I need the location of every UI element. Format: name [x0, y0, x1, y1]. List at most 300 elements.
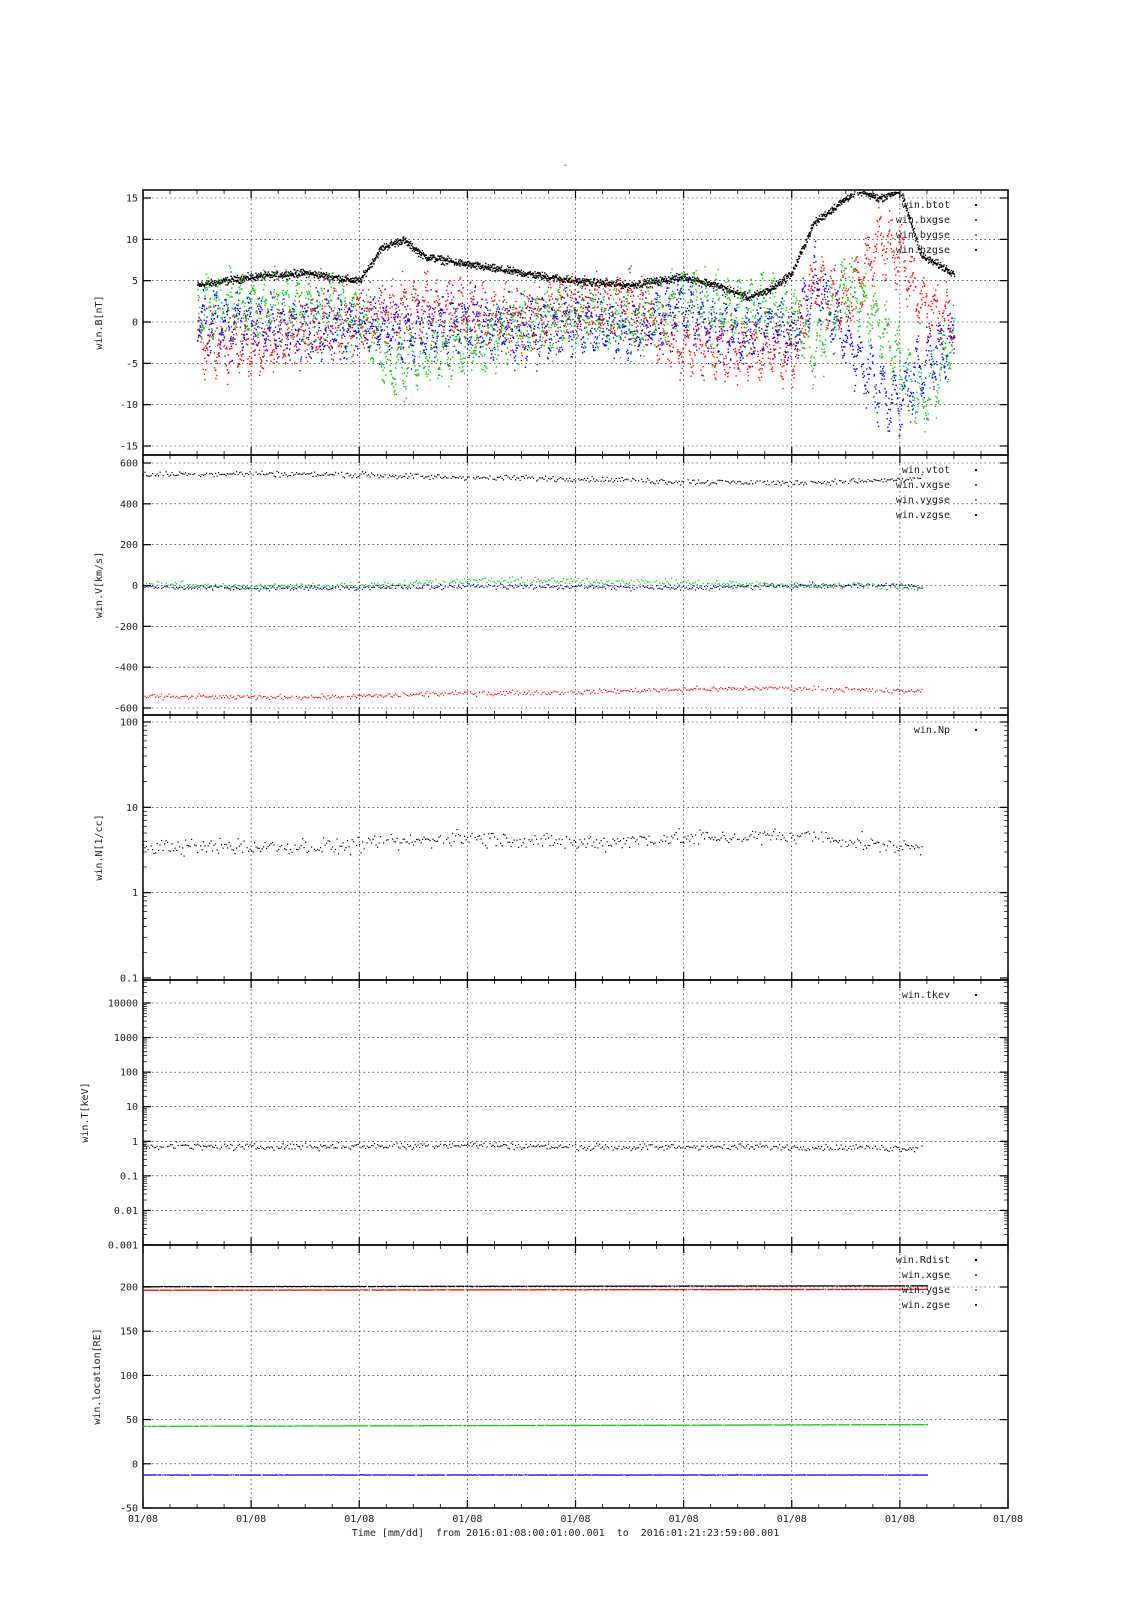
data-point: [256, 332, 257, 333]
data-point: [773, 345, 774, 346]
data-point: [559, 287, 560, 288]
data-point: [327, 279, 328, 280]
data-point: [257, 335, 258, 336]
data-point: [665, 341, 666, 342]
y-tick-label: 0: [131, 317, 138, 329]
data-point: [572, 282, 573, 283]
data-point: [352, 335, 353, 336]
data-point: [276, 345, 277, 346]
data-point: [834, 270, 835, 271]
data-point: [882, 274, 883, 275]
data-point: [637, 325, 638, 326]
data-point: [249, 297, 250, 298]
data-point: [313, 272, 314, 273]
data-point: [709, 281, 710, 282]
data-point: [941, 267, 942, 268]
data-point: [529, 321, 530, 322]
data-point: [320, 304, 321, 305]
data-point: [305, 298, 306, 299]
data-point: [353, 297, 354, 298]
data-point: [596, 285, 597, 286]
data-point: [400, 298, 401, 299]
data-point: [333, 278, 334, 279]
data-point: [613, 328, 614, 329]
data-point: [493, 304, 494, 305]
data-point: [396, 239, 397, 240]
data-point: [396, 335, 397, 336]
data-point: [707, 347, 708, 348]
data-point: [620, 283, 621, 284]
data-point: [944, 318, 945, 319]
data-point: [344, 309, 345, 310]
data-point: [565, 323, 566, 324]
data-point: [450, 312, 451, 313]
data-point: [223, 346, 224, 347]
data-point: [434, 302, 435, 303]
data-point: [834, 204, 835, 205]
data-point: [303, 334, 304, 335]
data-point: [561, 298, 562, 299]
data-point: [768, 352, 769, 353]
data-point: [773, 358, 774, 359]
data-point: [459, 304, 460, 305]
data-point: [620, 304, 621, 305]
data-point: [238, 287, 239, 288]
data-point: [256, 303, 257, 304]
data-point: [227, 284, 228, 285]
data-point: [233, 283, 234, 284]
y-tick-label: -5: [125, 358, 138, 370]
data-point: [291, 322, 292, 323]
data-point: [906, 299, 907, 300]
data-point: [434, 311, 435, 312]
data-point: [342, 276, 343, 277]
data-point: [378, 254, 379, 255]
data-point: [448, 282, 449, 283]
data-point: [212, 330, 213, 331]
data-point: [260, 357, 261, 358]
data-point: [501, 331, 502, 332]
data-point: [254, 290, 255, 291]
data-point: [287, 283, 288, 284]
data-point: [442, 262, 443, 263]
data-point: [821, 256, 822, 257]
data-point: [620, 278, 621, 279]
data-point: [859, 286, 860, 287]
data-point: [269, 325, 270, 326]
data-point: [274, 339, 275, 340]
data-point: [492, 313, 493, 314]
data-point: [504, 272, 505, 273]
data-point: [204, 286, 205, 287]
data-point: [545, 340, 546, 341]
data-point: [366, 311, 367, 312]
data-point: [329, 347, 330, 348]
data-point: [807, 305, 808, 306]
data-point: [696, 346, 697, 347]
data-point: [238, 318, 239, 319]
data-point: [236, 323, 237, 324]
data-point: [334, 315, 335, 316]
data-point: [341, 346, 342, 347]
data-point: [301, 275, 302, 276]
data-point: [914, 258, 915, 259]
data-point: [339, 345, 340, 346]
data-point: [567, 323, 568, 324]
data-point: [469, 306, 470, 307]
data-point: [253, 285, 254, 286]
data-point: [925, 296, 926, 297]
data-point: [672, 275, 673, 276]
data-point: [779, 283, 780, 284]
data-point: [711, 351, 712, 352]
data-point: [721, 331, 722, 332]
data-point: [443, 322, 444, 323]
data-point: [863, 278, 864, 279]
data-point: [490, 265, 491, 266]
data-point: [264, 274, 265, 275]
data-point: [271, 320, 272, 321]
data-point: [224, 336, 225, 337]
data-point: [226, 327, 227, 328]
data-point: [874, 273, 875, 274]
data-point: [771, 289, 772, 290]
data-point: [257, 337, 258, 338]
data-point: [201, 336, 202, 337]
data-point: [317, 273, 318, 274]
data-point: [732, 290, 733, 291]
data-point: [263, 368, 264, 369]
data-point: [836, 302, 837, 303]
data-point: [645, 280, 646, 281]
data-point: [447, 255, 448, 256]
data-point: [365, 272, 366, 273]
data-point: [273, 292, 274, 293]
data-point: [807, 296, 808, 297]
data-point: [297, 335, 298, 336]
data-point: [270, 345, 271, 346]
data-point: [330, 349, 331, 350]
data-point: [226, 347, 227, 348]
data-point: [247, 344, 248, 345]
data-point: [314, 317, 315, 318]
data-point: [752, 321, 753, 322]
data-point: [443, 260, 444, 261]
data-point: [815, 221, 816, 222]
data-point: [725, 356, 726, 357]
data-point: [326, 313, 327, 314]
data-point: [749, 300, 750, 301]
data-point: [724, 364, 725, 365]
data-point: [250, 275, 251, 276]
data-point: [770, 291, 771, 292]
data-point: [349, 335, 350, 336]
data-point: [204, 374, 205, 375]
data-point: [304, 350, 305, 351]
data-point: [891, 248, 892, 249]
data-point: [281, 276, 282, 277]
data-point: [203, 342, 204, 343]
data-point: [528, 301, 529, 302]
data-point: [539, 286, 540, 287]
data-point: [436, 290, 437, 291]
data-point: [798, 261, 799, 262]
data-point: [373, 326, 374, 327]
data-point: [640, 294, 641, 295]
data-point: [204, 306, 205, 307]
data-point: [849, 198, 850, 199]
data-point: [866, 194, 867, 195]
data-point: [519, 312, 520, 313]
data-point: [360, 333, 361, 334]
data-point: [757, 351, 758, 352]
data-point: [209, 324, 210, 325]
data-point: [550, 304, 551, 305]
data-point: [881, 198, 882, 199]
data-point: [238, 277, 239, 278]
data-point: [682, 368, 683, 369]
data-point: [383, 250, 384, 251]
data-point: [351, 356, 352, 357]
data-point: [292, 338, 293, 339]
data-point: [248, 375, 249, 376]
data-point: [206, 361, 207, 362]
data-point: [372, 357, 373, 358]
data-point: [556, 274, 557, 275]
data-point: [453, 335, 454, 336]
data-point: [913, 272, 914, 273]
data-point: [521, 270, 522, 271]
data-point: [878, 231, 879, 232]
data-point: [884, 280, 885, 281]
data-point: [233, 314, 234, 315]
data-point: [408, 330, 409, 331]
data-point: [261, 303, 262, 304]
data-point: [689, 334, 690, 335]
data-point: [847, 320, 848, 321]
data-point: [903, 242, 904, 243]
data-point: [577, 334, 578, 335]
data-point: [469, 320, 470, 321]
data-point: [582, 278, 583, 279]
data-point: [263, 270, 264, 271]
data-point: [390, 308, 391, 309]
data-point: [227, 277, 228, 278]
data-point: [406, 309, 407, 310]
data-point: [223, 311, 224, 312]
data-point: [437, 279, 438, 280]
data-point: [895, 274, 896, 275]
data-point: [213, 336, 214, 337]
data-point: [798, 303, 799, 304]
data-point: [292, 325, 293, 326]
data-point: [870, 263, 871, 264]
data-point: [233, 334, 234, 335]
data-point: [300, 305, 301, 306]
data-point: [285, 355, 286, 356]
data-point: [700, 280, 701, 281]
data-point: [588, 316, 589, 317]
data-point: [361, 281, 362, 282]
data-point: [391, 317, 392, 318]
data-point: [430, 256, 431, 257]
data-point: [273, 371, 274, 372]
data-point: [261, 360, 262, 361]
data-point: [667, 359, 668, 360]
data-point: [237, 366, 238, 367]
data-point: [304, 321, 305, 322]
data-point: [914, 278, 915, 279]
data-point: [737, 364, 738, 365]
data-point: [270, 327, 271, 328]
data-point: [247, 276, 248, 277]
data-point: [738, 368, 739, 369]
data-point: [355, 294, 356, 295]
data-point: [921, 290, 922, 291]
data-point: [303, 318, 304, 319]
data-point: [333, 288, 334, 289]
data-point: [370, 345, 371, 346]
data-point: [320, 273, 321, 274]
data-point: [735, 348, 736, 349]
data-point: [832, 282, 833, 283]
data-point: [784, 280, 785, 281]
data-point: [260, 272, 261, 273]
data-point: [795, 264, 796, 265]
data-point: [695, 326, 696, 327]
data-point: [716, 284, 717, 285]
data-point: [249, 361, 250, 362]
data-point: [599, 285, 600, 286]
data-point: [641, 292, 642, 293]
data-point: [301, 329, 302, 330]
data-point: [277, 312, 278, 313]
data-point: [916, 305, 917, 306]
data-point: [319, 274, 320, 275]
data-point: [604, 308, 605, 309]
data-point: [367, 307, 368, 308]
data-point: [207, 349, 208, 350]
data-point: [338, 342, 339, 343]
data-point: [220, 342, 221, 343]
data-point: [726, 364, 727, 365]
data-point: [490, 269, 491, 270]
data-point: [481, 267, 482, 268]
data-point: [764, 293, 765, 294]
data-point: [908, 212, 909, 213]
data-point: [851, 195, 852, 196]
data-point: [807, 311, 808, 312]
data-point: [504, 299, 505, 300]
data-point: [212, 280, 213, 281]
data-point: [232, 296, 233, 297]
data-point: [327, 277, 328, 278]
data-point: [698, 328, 699, 329]
data-point: [308, 272, 309, 273]
data-point: [308, 298, 309, 299]
data-point: [236, 334, 237, 335]
data-point: [468, 309, 469, 310]
data-point: [307, 361, 308, 362]
data-point: [383, 310, 384, 311]
data-point: [480, 313, 481, 314]
data-point: [702, 366, 703, 367]
data-point: [530, 271, 531, 272]
data-point: [758, 377, 759, 378]
data-point: [350, 327, 351, 328]
data-point: [803, 343, 804, 344]
data-point: [422, 258, 423, 259]
data-point: [588, 279, 589, 280]
data-point: [506, 318, 507, 319]
data-point: [624, 313, 625, 314]
data-point: [211, 285, 212, 286]
data-point: [399, 244, 400, 245]
data-point: [524, 312, 525, 313]
data-point: [378, 300, 379, 301]
data-point: [554, 279, 555, 280]
data-point: [377, 310, 378, 311]
data-point: [294, 346, 295, 347]
data-point: [294, 276, 295, 277]
data-point: [442, 257, 443, 258]
data-point: [369, 302, 370, 303]
data-point: [210, 298, 211, 299]
data-point: [244, 281, 245, 282]
data-point: [397, 344, 398, 345]
data-point: [197, 289, 198, 290]
data-point: [341, 335, 342, 336]
data-point: [276, 308, 277, 309]
data-point: [370, 296, 371, 297]
data-point: [367, 270, 368, 271]
data-point: [891, 235, 892, 236]
data-point: [915, 286, 916, 287]
data-point: [222, 281, 223, 282]
data-point: [402, 304, 403, 305]
data-point: [849, 195, 850, 196]
data-point: [328, 326, 329, 327]
data-point: [208, 307, 209, 308]
data-point: [757, 290, 758, 291]
data-point: [297, 293, 298, 294]
data-point: [486, 318, 487, 319]
data-point: [802, 252, 803, 253]
data-point: [543, 275, 544, 276]
data-point: [201, 285, 202, 286]
data-point: [889, 210, 890, 211]
data-point: [237, 353, 238, 354]
data-point: [461, 284, 462, 285]
data-point: [892, 238, 893, 239]
data-point: [304, 274, 305, 275]
data-point: [747, 372, 748, 373]
data-point: [210, 310, 211, 311]
data-point: [287, 323, 288, 324]
data-point: [853, 309, 854, 310]
data-point: [788, 317, 789, 318]
data-point: [259, 371, 260, 372]
data-point: [784, 362, 785, 363]
data-point: [219, 308, 220, 309]
data-point: [289, 320, 290, 321]
data-point: [441, 260, 442, 261]
data-point: [708, 284, 709, 285]
data-point: [649, 317, 650, 318]
data-point: [816, 304, 817, 305]
data-point: [770, 352, 771, 353]
data-point: [863, 296, 864, 297]
